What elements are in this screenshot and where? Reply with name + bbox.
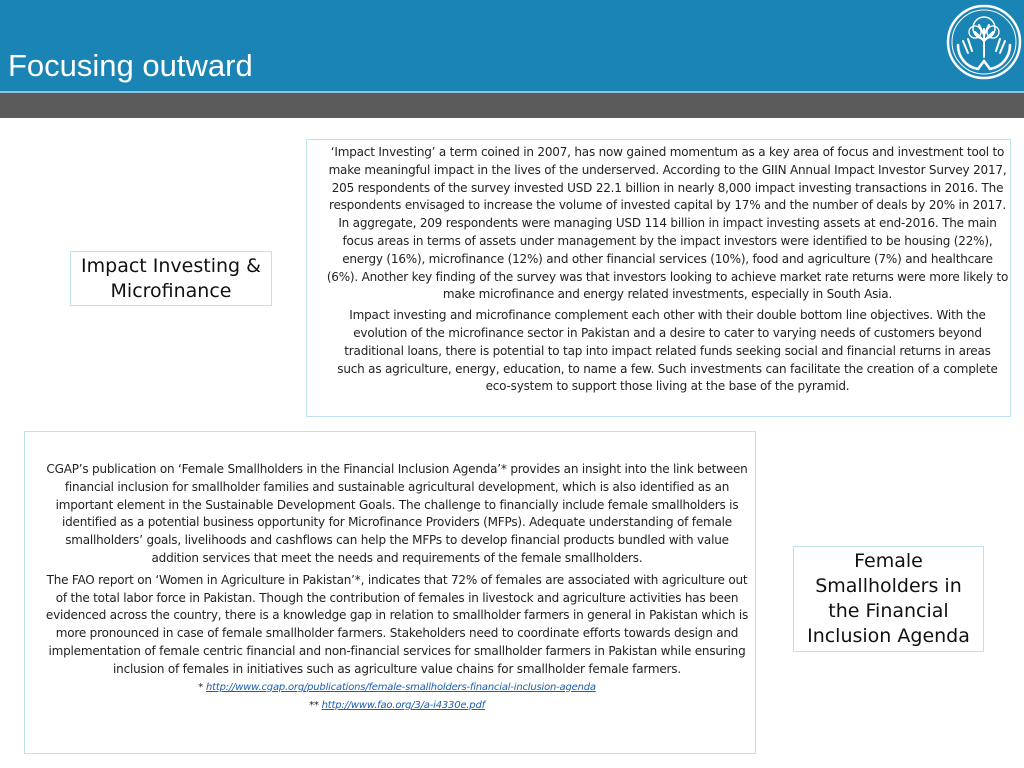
female-smallholders-text-box bbox=[24, 431, 756, 754]
cgap-reference-link[interactable]: http://www.cgap.org/publications/female-smallholders-financial-inclusion-agenda bbox=[205, 681, 596, 693]
female-smallholders-label-box bbox=[793, 546, 984, 652]
header-bar bbox=[0, 0, 1024, 91]
hands-tree-logo-icon bbox=[944, 1, 1024, 85]
impact-investing-paragraph-2: Impact investing and microfinance complement each other with their double bottom line objectives. With the evolution of the microfinance sector in Pakistan and a desire to cater to varying needs of customers beyond traditional loans, there is potential to tap into impact related funds seeking social and financial returns in areas such as agriculture, energy, education, to name a few. Such investments can facilitate the creation of a complete eco-system to support those living at the base of the pyramid. bbox=[337, 308, 998, 394]
impact-investing-label: Impact Investing & Microfinance bbox=[81, 254, 261, 302]
female-smallholders-paragraph-1: CGAP’s publication on ‘Female Smallholders in the Financial Inclusion Agenda’* provides an insight into the link between financial inclusion for smallholder families and sustainable agricultural development, which is also identified as an important element in the Sustainable Development Goals. The challenge to financially include female smallholders is identified as a potential business opportunity for Microfinance Providers (MFPs). Adequate understanding of female smallholders’ goals, livelihoods and cashflows can help the MFPs to develop financial products bundled with value addition services that meet the needs and requirements of the female smallholders. bbox=[46, 462, 748, 565]
reference-1: * http://www.cgap.org/publications/female-smallholders-financial-inclusion-agenda bbox=[198, 681, 596, 693]
reference-2: ** http://www.fao.org/3/a-i4330e.pdf bbox=[309, 699, 485, 711]
female-smallholders-label: Female Smallholders in the Financial Inclusion Agenda bbox=[807, 550, 970, 647]
female-smallholders-paragraph-2: The FAO report on ‘Women in Agriculture in Pakistan’*, indicates that 72% of females are associated with agriculture out of the total labor force in Pakistan. Though the contribution of females in livestock and agriculture activities has been evidenced across the country, there is a knowledge gap in relation to smallholder farmers in general in Pakistan which is more pronounced in case of female smallholder farmers. Stakeholders need to coordinate efforts towards design and implementation of female centric financial and non-financial services for smallholder farmers in Pakistan while ensuring inclusion of females in initiatives such as agriculture value chains for smallholder female farmers. bbox=[45, 572, 749, 676]
impact-investing-label-box bbox=[70, 251, 272, 306]
page-title: Focusing outward bbox=[8, 48, 253, 83]
subheader-band bbox=[0, 93, 1024, 118]
fao-reference-link[interactable]: http://www.fao.org/3/a-i4330e.pdf bbox=[321, 699, 485, 711]
impact-investing-paragraph-1: ‘Impact Investing’ a term coined in 2007, has now gained momentum as a key area of focus and investment tool to make meaningful impact in the lives of the underserved. According to the GIIN Annual Impact Investor Survey 2017, 205 respondents of the survey invested USD 22.1 billion in nearly 8,000 impact investing transactions in 2016. The respondents envisaged to increase the volume of invested capital by 17% and the number of deals by 20% in 2017. In aggregate, 209 respondents were managing USD 114 billion in impact investing assets at end-2016. The main focus areas in terms of assets under management by the impact investors were identified to be housing (22%), energy (16%), microfinance (12%) and other financial services (10%), food and agriculture (7%) and healthcare (6%). Another key finding of the survey was that investors looking to achieve market rate returns were more likely to make microfinance and energy related investments, especially in South Asia. bbox=[326, 145, 1009, 302]
impact-investing-text-box bbox=[306, 139, 1011, 417]
